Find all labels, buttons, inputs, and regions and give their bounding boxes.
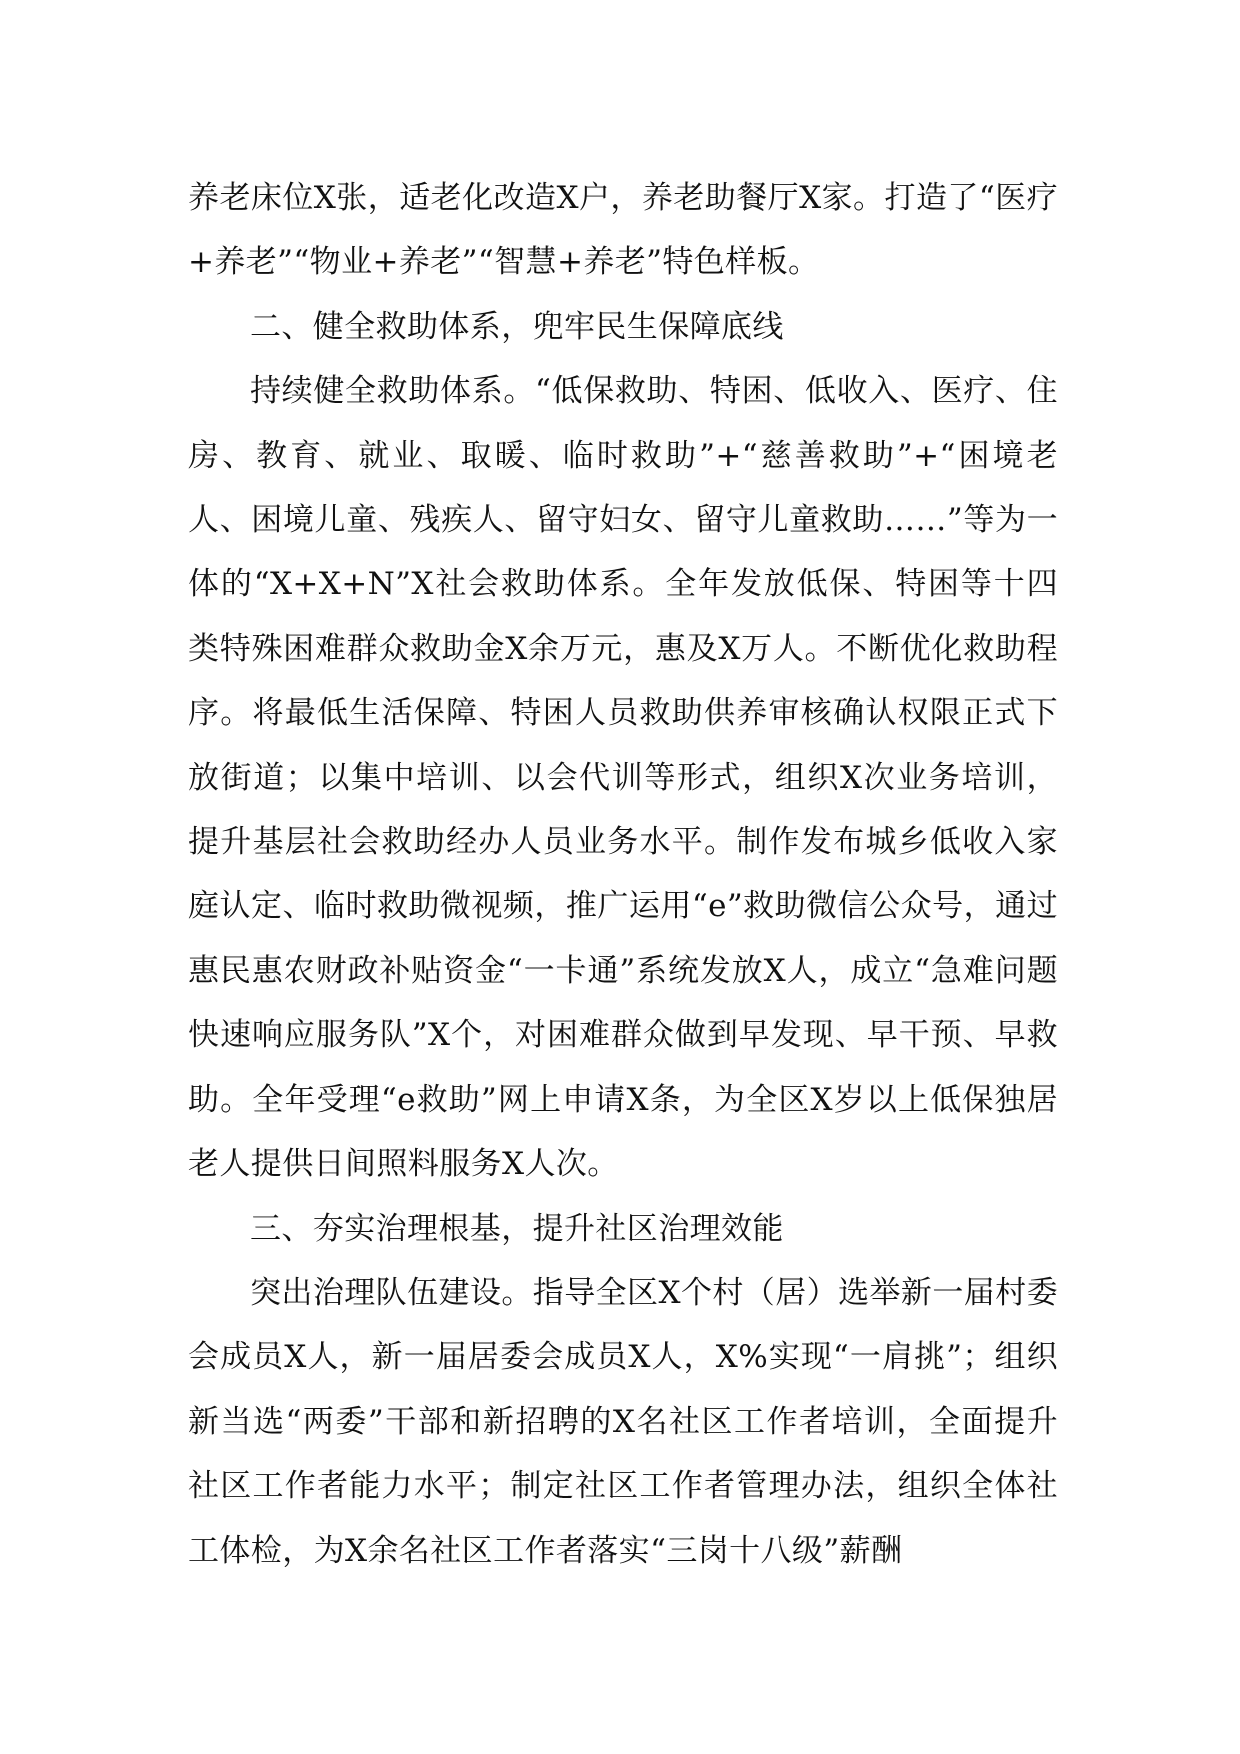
paragraph-relief-system: 持续健全救助体系。“低保救助、特困、低收入、医疗、住房、教育、就业、取暖、临时救助”+“慈善救助”+“困境老人、困境儿童、残疾人、留守妇女、留守儿童救助……”等为一体的“X+X+N”X社会救助体系。全年发放低保、特困等十四类特殊困难群众救助金X余万元，惠及X万人。不断优化救助程序。将最低生活保障、特困人员救助供养审核确认权限正式下放街道；以集中培训、以会代训等形式，组织X次业务培训，提升基层社会救助经办人员业务水平。制作发布城乡低收入家庭认定、临时救助微视频，推广运用“e”救助微信公众号，通过惠民惠农财政补贴资金“一卡通”系统发放X人，成立“急难问题快速响应服务队”X个，对困难群众做到早发现、早干预、早救助。全年受理“e救助”网上申请X条，为全区X岁以上低保独居老人提供日间照料服务X人次。 — [188, 373, 1058, 1183]
document-body — [188, 166, 1058, 1583]
paragraph-continuation: 养老床位X张，适老化改造X户，养老助餐厅X家。打造了“医疗+养老”“物业+养老”“智慧+养老”特色样板。 — [188, 180, 1058, 281]
section-heading-2: 二、健全救助体系，兜牢民生保障底线 — [250, 308, 784, 345]
paragraph-governance-team: 突出治理队伍建设。指导全区X个村（居）选举新一届村委会成员X人，新一届居委会成员X人，X%实现“一肩挑”；组织新当选“两委”干部和新招聘的X名社区工作者培训，全面提升社区工作者能力水平；制定社区工作者管理办法，组织全体社工体检，为X余名社区工作者落实“三岗十八级”薪酬 — [188, 1274, 1058, 1569]
section-heading-3: 三、夯实治理根基，提升社区治理效能 — [250, 1210, 784, 1247]
